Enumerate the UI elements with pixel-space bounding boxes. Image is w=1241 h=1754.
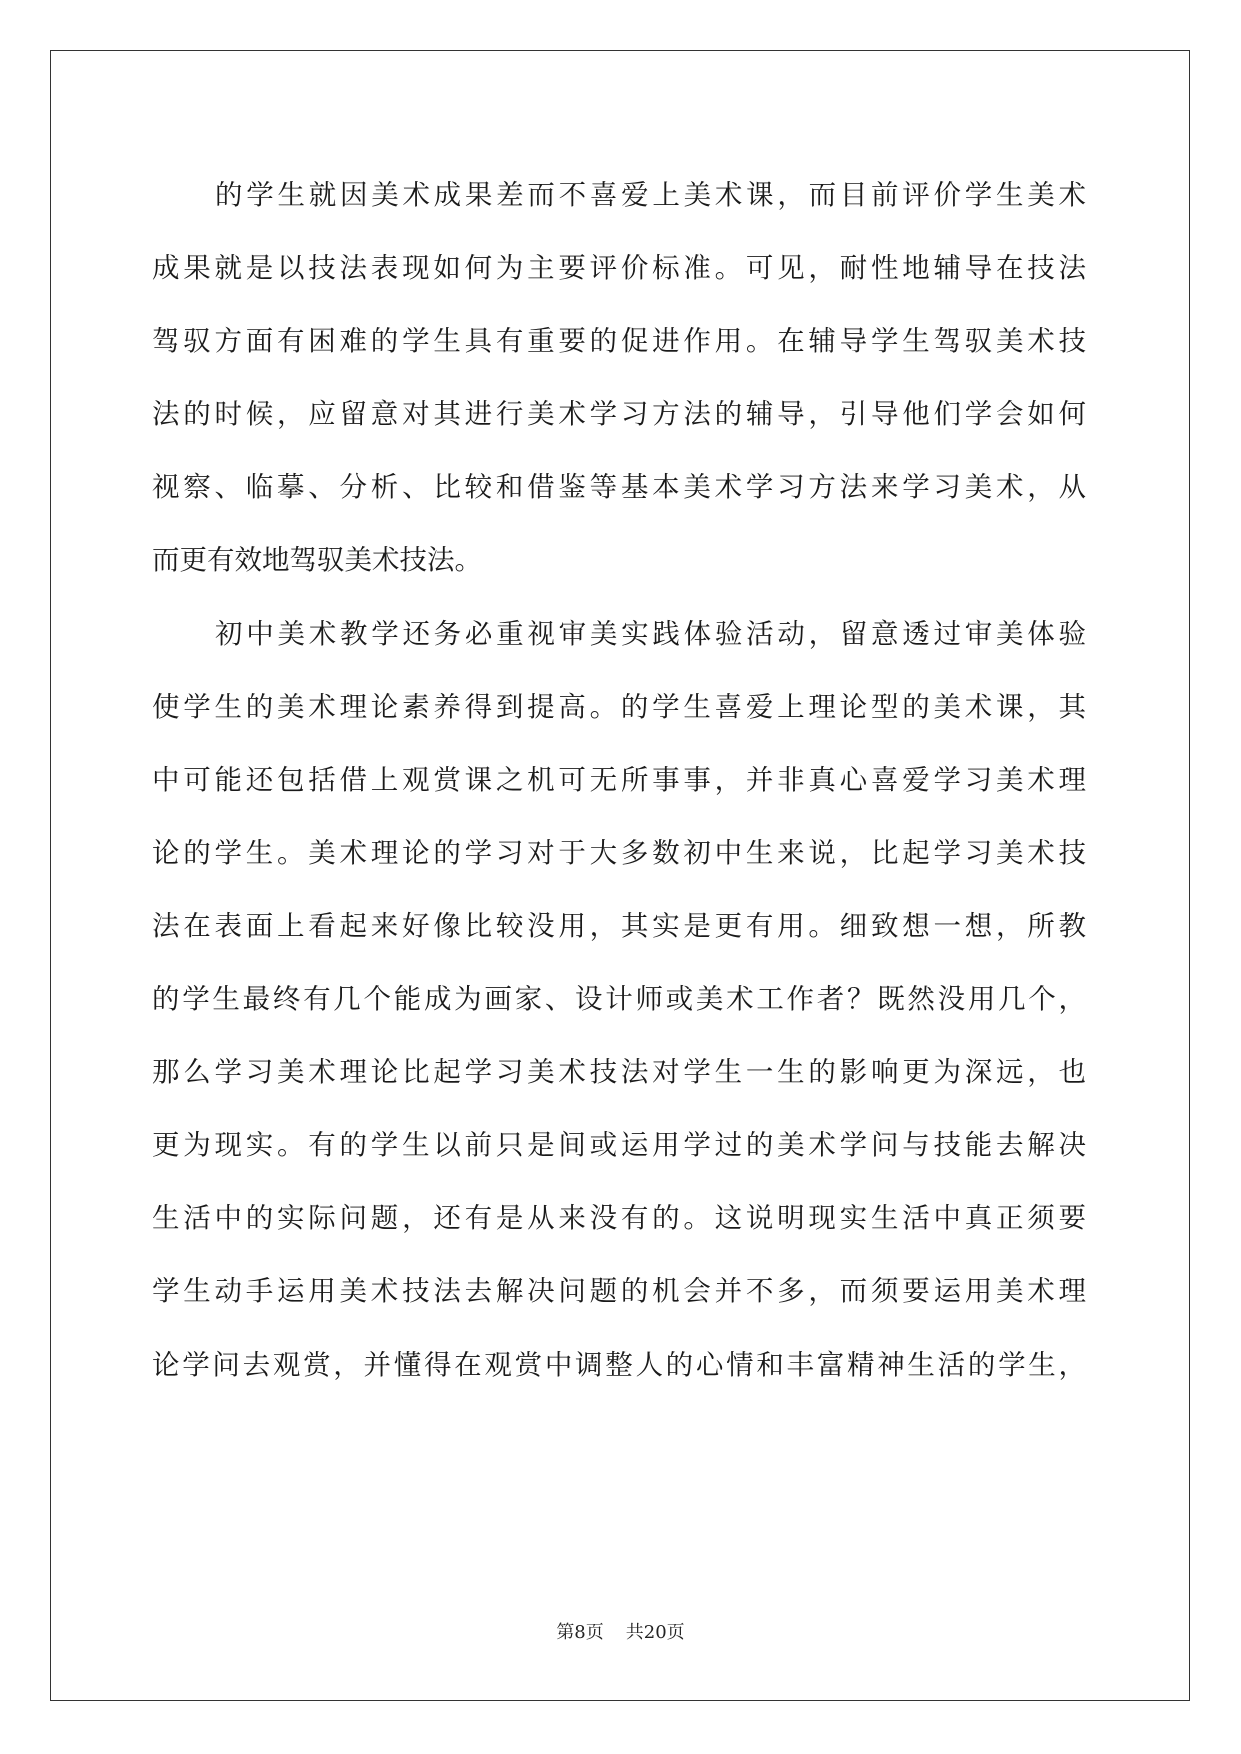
text-line: 生活中的实际问题，还有是从来没有的。这说明现实生活中真正须要	[152, 1202, 1086, 1235]
text-line: 学生动手运用美术技法去解决问题的机会并不多，而须要运用美术理	[152, 1275, 1086, 1308]
document-body	[152, 159, 1086, 1402]
text-line: 论学问去观赏，并懂得在观赏中调整人的心情和丰富精神生活的学生，	[152, 1348, 1086, 1381]
text-line: 的学生最终有几个能成为画家、设计师或美术工作者？既然没用几个，	[152, 983, 1086, 1016]
text-line: 使学生的美术理论素养得到提高。的学生喜爱上理论型的美术课，其	[152, 690, 1086, 723]
text-line: 初中美术教学还务必重视审美实践体验活动，留意透过审美体验	[215, 617, 1086, 650]
page-total: 共20页	[625, 1622, 685, 1643]
text-line: 论的学生。美术理论的学习对于大多数初中生来说，比起学习美术技	[152, 836, 1086, 869]
text-line: 而更有效地驾驭美术技法。	[152, 544, 482, 577]
text-line: 驾驭方面有困难的学生具有重要的促进作用。在辅导学生驾驭美术技	[152, 325, 1086, 358]
page-number: 第8页	[556, 1622, 604, 1643]
page-footer	[0, 1618, 1241, 1644]
text-line: 更为现实。有的学生以前只是间或运用学过的美术学问与技能去解决	[152, 1129, 1086, 1162]
text-line: 成果就是以技法表现如何为主要评价标准。可见，耐性地辅导在技法	[152, 252, 1086, 285]
text-line: 中可能还包括借上观赏课之机可无所事事，并非真心喜爱学习美术理	[152, 763, 1086, 796]
text-line: 法的时候，应留意对其进行美术学习方法的辅导，引导他们学会如何	[152, 398, 1086, 431]
text-line: 的学生就因美术成果差而不喜爱上美术课，而目前评价学生美术	[215, 179, 1086, 211]
text-line: 视察、临摹、分析、比较和借鉴等基本美术学习方法来学习美术，从	[152, 471, 1086, 504]
text-line: 法在表面上看起来好像比较没用，其实是更有用。细致想一想，所教	[152, 909, 1086, 942]
text-line: 那么学习美术理论比起学习美术技法对学生一生的影响更为深远，也	[152, 1056, 1086, 1089]
